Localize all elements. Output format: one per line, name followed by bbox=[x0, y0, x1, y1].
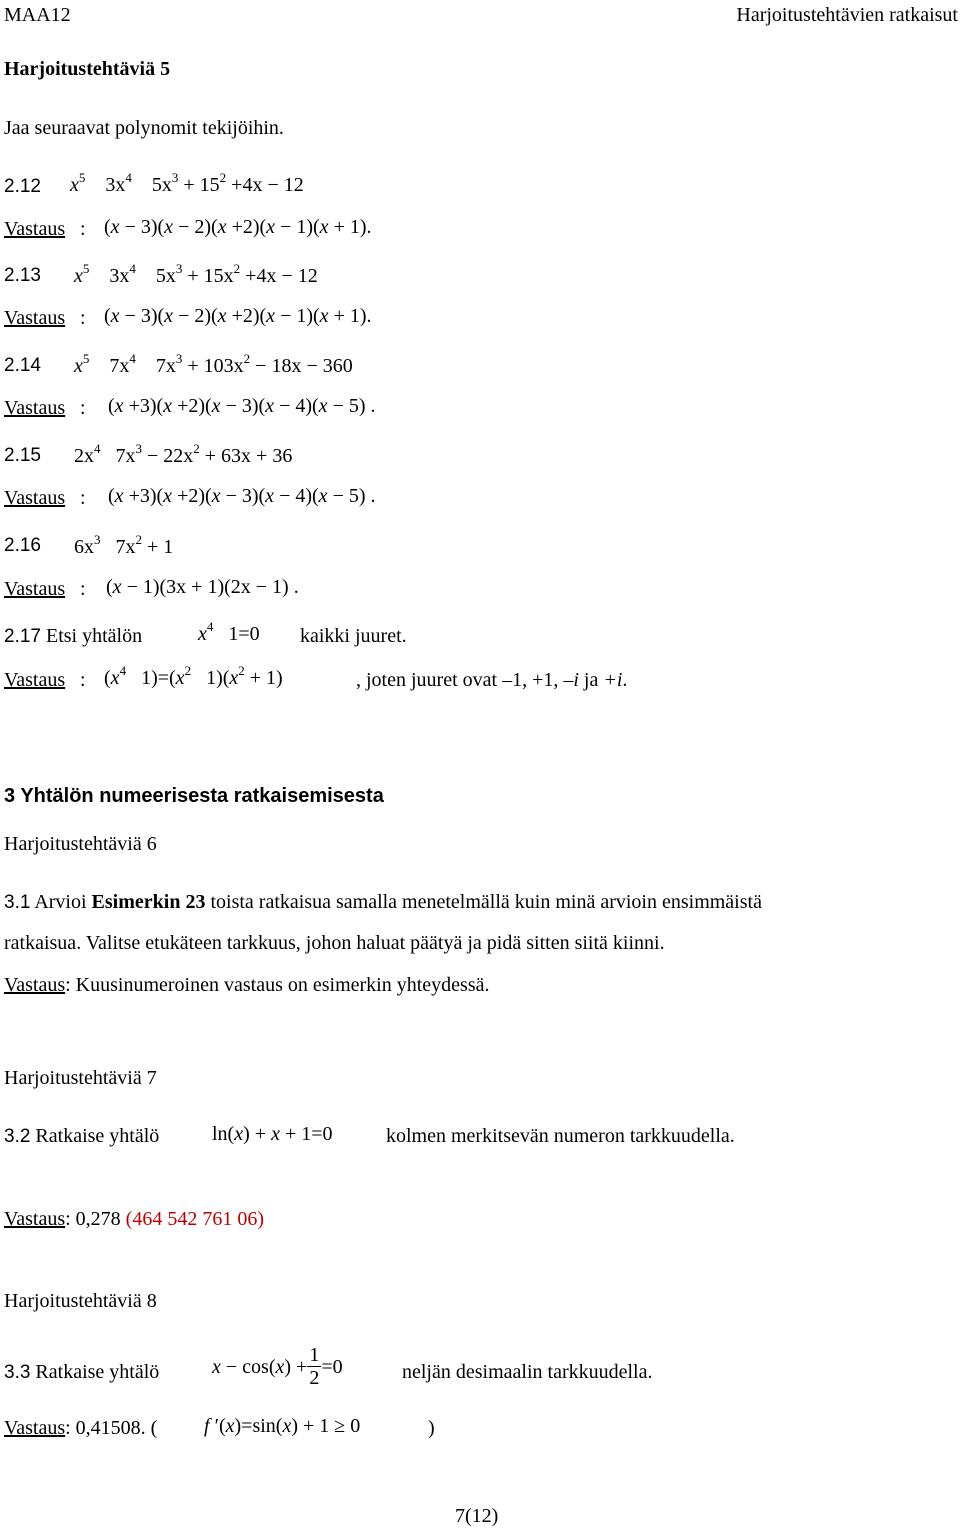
ex6-text-line2: ratkaisua. Valitse etukäteen tarkkuus, johon haluat päätyä ja pidä sitten siitä kiinni. bbox=[4, 932, 665, 954]
ex8-text: 3.3 Ratkaise yhtälö bbox=[4, 1361, 160, 1383]
ex8-close: ) bbox=[428, 1417, 435, 1439]
polynomial-2-12: $x^5$ $3x^4$ $5x^3 + 15^2 +4x - 12$ bbox=[70, 170, 304, 196]
vastaus-label: Vastaus bbox=[4, 487, 66, 509]
answer-2-13: (x − 3)(x − 2)(x +2)(x − 1)(x + 1). bbox=[104, 305, 372, 327]
item-2-17: 2.17 Etsi yhtälön bbox=[4, 625, 143, 647]
polynomial-2-14: $x^5$ $7x^4$ $7x^3 + 103x^2 - 18x - 360$ bbox=[74, 351, 353, 377]
equation-3-2: ln(x) + x + 1=0 bbox=[212, 1123, 333, 1145]
heading-ex6: Harjoitustehtäviä 6 bbox=[4, 833, 157, 855]
equation-2-17: $x^4$ 1=0 bbox=[198, 619, 260, 645]
vastaus-label: Vastaus bbox=[4, 578, 66, 600]
answer-2-14: (x +3)(x +2)(x − 3)(x − 4)(x − 5) . bbox=[108, 395, 376, 417]
item-number: 2.15 bbox=[4, 445, 41, 466]
heading-ex8: Harjoitustehtäviä 8 bbox=[4, 1290, 157, 1312]
answer-2-17: ($x^4$ $1)=(x^2$ $1)(x^2 + 1)$ bbox=[104, 663, 283, 689]
vastaus-label: Vastaus bbox=[4, 669, 66, 691]
ex6-text: 3.1 Arvioi Esimerkin 23 toista ratkaisua samalla menetelmällä kuin minä arvioin ensimmäistä bbox=[4, 891, 762, 913]
answer-extra-digits: (464 542 761 06) bbox=[125, 1208, 264, 1230]
header-left: MAA12 bbox=[4, 4, 71, 26]
vastaus-label: Vastaus bbox=[4, 307, 66, 329]
ex8-after: neljän desimaalin tarkkuudella. bbox=[402, 1361, 653, 1383]
answer-2-15: (x +3)(x +2)(x − 3)(x − 4)(x − 5) . bbox=[108, 485, 376, 507]
page-number: 7(12) bbox=[455, 1505, 499, 1527]
item-number: 2.13 bbox=[4, 265, 41, 286]
item-2-17-after: kaikki juuret. bbox=[300, 625, 407, 647]
ex8-answer: Vastaus: 0,41508. ( bbox=[4, 1417, 158, 1439]
ex7-text: 3.2 Ratkaise yhtälö bbox=[4, 1125, 160, 1147]
header-right: Harjoitustehtävien ratkaisut bbox=[736, 4, 958, 26]
ex7-answer: Vastaus: 0,278 (464 542 761 06) bbox=[4, 1208, 264, 1230]
answer-2-16: (x − 1)(3x + 1)(2x − 1) . bbox=[106, 576, 299, 598]
equation-3-3: x − cos(x) + $\frac{1}{2}$ =0 bbox=[212, 1344, 343, 1389]
vastaus-label: Vastaus bbox=[4, 397, 66, 419]
ex6-answer: Vastaus: Kuusinumeroinen vastaus on esimerkin yhteydessä. bbox=[4, 974, 490, 996]
item-number: 2.14 bbox=[4, 355, 41, 376]
item-number: 2.16 bbox=[4, 535, 41, 556]
section-title: 3 Yhtälön numeerisesta ratkaisemisesta bbox=[4, 785, 384, 807]
ex5-intro: Jaa seuraavat polynomit tekijöihin. bbox=[4, 117, 284, 139]
heading-ex7: Harjoitustehtäviä 7 bbox=[4, 1067, 157, 1089]
answer-2-17-text: , joten juuret ovat –1, +1, –i ja +i. bbox=[356, 669, 628, 691]
heading-ex5: Harjoitustehtäviä 5 bbox=[4, 58, 171, 80]
polynomial-2-13: $x^5$ $3x^4$ $5x^3 + 15x^2 +4x - 12$ bbox=[74, 261, 318, 287]
item-number: 2.12 bbox=[4, 176, 41, 197]
vastaus-label: Vastaus bbox=[4, 218, 66, 240]
polynomial-2-16: $6x^3$ $7x^2 + 1$ bbox=[74, 532, 174, 558]
answer-2-12: (x − 3)(x − 2)(x +2)(x − 1)(x + 1). bbox=[104, 216, 372, 238]
ex7-after: kolmen merkitsevän numeron tarkkuudella. bbox=[386, 1125, 735, 1147]
derivative-expression: f ′(x)=sin(x) + 1 ≥ 0 bbox=[204, 1415, 361, 1437]
polynomial-2-15: $2x^4$ $7x^3 - 22x^2 + 63x + 36$ bbox=[74, 441, 293, 467]
